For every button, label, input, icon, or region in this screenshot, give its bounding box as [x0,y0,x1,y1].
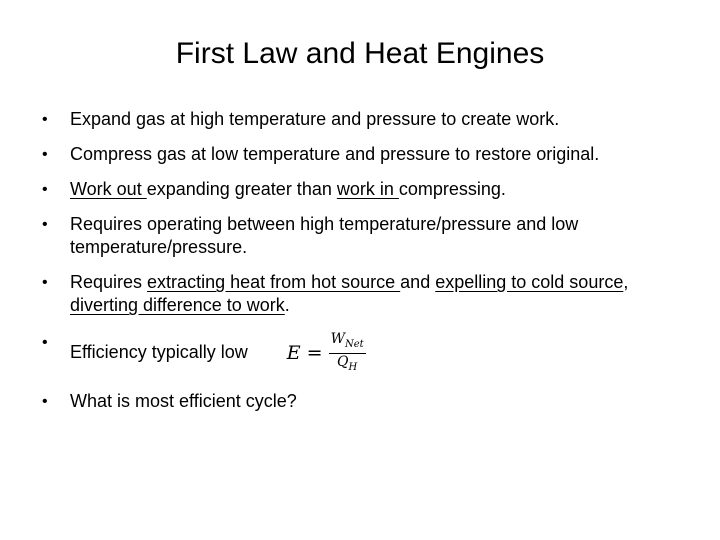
formula-lhs: E = [286,341,323,364]
bullet-text: and [400,272,436,292]
underlined-work-in: work in [336,179,399,199]
bullet-requires-extracting [42,271,682,317]
bullet-dot: • [42,146,48,163]
underlined-expelling: expelling to cold source [435,272,624,292]
underlined-diverting: diverting difference to work [70,295,285,315]
bullet-dot: • [42,216,48,233]
bullet-dot: • [42,181,48,198]
bullet-dot: • [42,392,48,410]
formula-fraction [329,331,366,376]
bullet-requires-operating [42,213,682,259]
bullet-text: compressing. [398,179,506,199]
num-subscript: Net [344,338,364,350]
efficiency-formula [287,331,366,376]
formula-denominator [337,354,357,376]
den-subscript: H [348,361,358,373]
den-symbol: Q [337,353,349,370]
bullet-text: Requires [70,272,148,292]
bullet-efficiency [42,331,682,376]
formula-numerator [329,331,366,353]
slide-title: First Law and Heat Engines [175,37,545,70]
underlined-extracting-heat: extracting heat from hot source [147,272,401,292]
bullet-text: Requires operating between high temperature/pressure and low temperature/pressure. [70,214,579,257]
bullet-compress-gas [42,143,682,166]
bullet-text: . [284,295,290,315]
bullet-list [42,108,682,413]
bullet-text: , [623,272,629,292]
bullet-dot: • [42,111,48,128]
bullet-text: What is most efficient cycle? [70,390,297,411]
bullet-most-efficient [42,390,682,413]
bullet-text: Compress gas at low temperature and pressure to restore original. [70,144,600,164]
bullet-text: Efficiency typically low [70,342,248,363]
bullet-work-out [42,178,682,201]
bullet-text: expanding greater than [146,179,337,199]
bullet-dot: • [42,274,48,291]
bullet-dot: • [42,334,48,351]
underlined-work-out: Work out [70,179,147,199]
bullet-text: Expand gas at high temperature and pressure to create work. [70,109,560,129]
bullet-expand-gas [42,108,682,131]
num-symbol: W [330,331,345,347]
